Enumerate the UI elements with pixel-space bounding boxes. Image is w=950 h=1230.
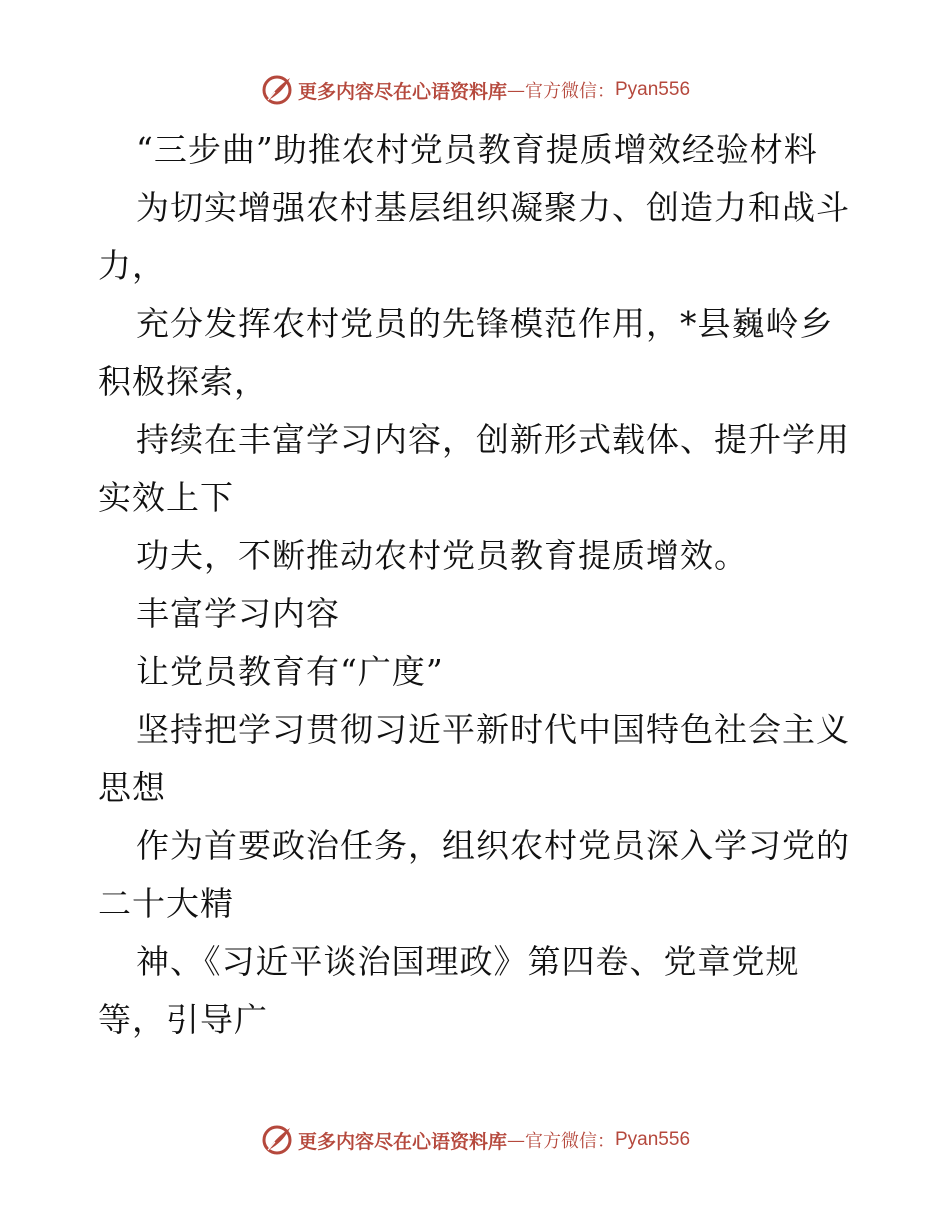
banner-sub-text: 官方微信： (525, 1131, 615, 1152)
paragraph-line: 实效上下 (98, 478, 234, 517)
document-body (98, 121, 858, 1049)
paragraph-line: 神、《习近平谈治国理政》第四卷、党章党规 (136, 942, 800, 981)
paragraph-line: 坚持把学习贯彻习近平新时代中国特色社会主义 (136, 710, 850, 749)
paragraph-line: 等，引导广 (98, 1000, 268, 1039)
paragraph-line: 持续在丰富学习内容，创新形式载体、提升学用 (136, 420, 850, 459)
paragraph-line: 充分发挥农村党员的先锋模范作用，*县巍岭乡 (136, 304, 834, 343)
paragraph-line: 积极探索， (98, 362, 268, 401)
banner-sub-text: 官方微信： (525, 81, 615, 102)
banner-main-text: 更多内容尽在心语资料库 (297, 1130, 507, 1153)
document-title: “三步曲”助推农村党员教育提质增效经验材料 (136, 130, 818, 169)
paragraph-line: 为切实增强农村基层组织凝聚力、创造力和战斗 (136, 188, 850, 227)
banner-separator: — (507, 79, 525, 101)
paragraph-line: 二十大精 (98, 884, 234, 923)
paragraph-line: 力， (98, 246, 166, 285)
footer-banner (0, 1120, 950, 1160)
banner-separator: — (507, 1129, 525, 1151)
quill-pen-icon (260, 1123, 294, 1157)
header-banner (0, 70, 950, 110)
paragraph-line: 思想 (98, 768, 166, 807)
banner-wechat-id: Pyan556 (615, 79, 691, 100)
section-heading: 丰富学习内容 (136, 594, 340, 633)
section-subheading: 让党员教育有“广度” (136, 652, 444, 691)
paragraph-line: 功夫，不断推动农村党员教育提质增效。 (136, 536, 748, 575)
paragraph-line: 作为首要政治任务，组织农村党员深入学习党的 (136, 826, 850, 865)
banner-wechat-id: Pyan556 (615, 1129, 691, 1150)
banner-main-text: 更多内容尽在心语资料库 (297, 80, 507, 103)
quill-pen-icon (260, 73, 294, 107)
